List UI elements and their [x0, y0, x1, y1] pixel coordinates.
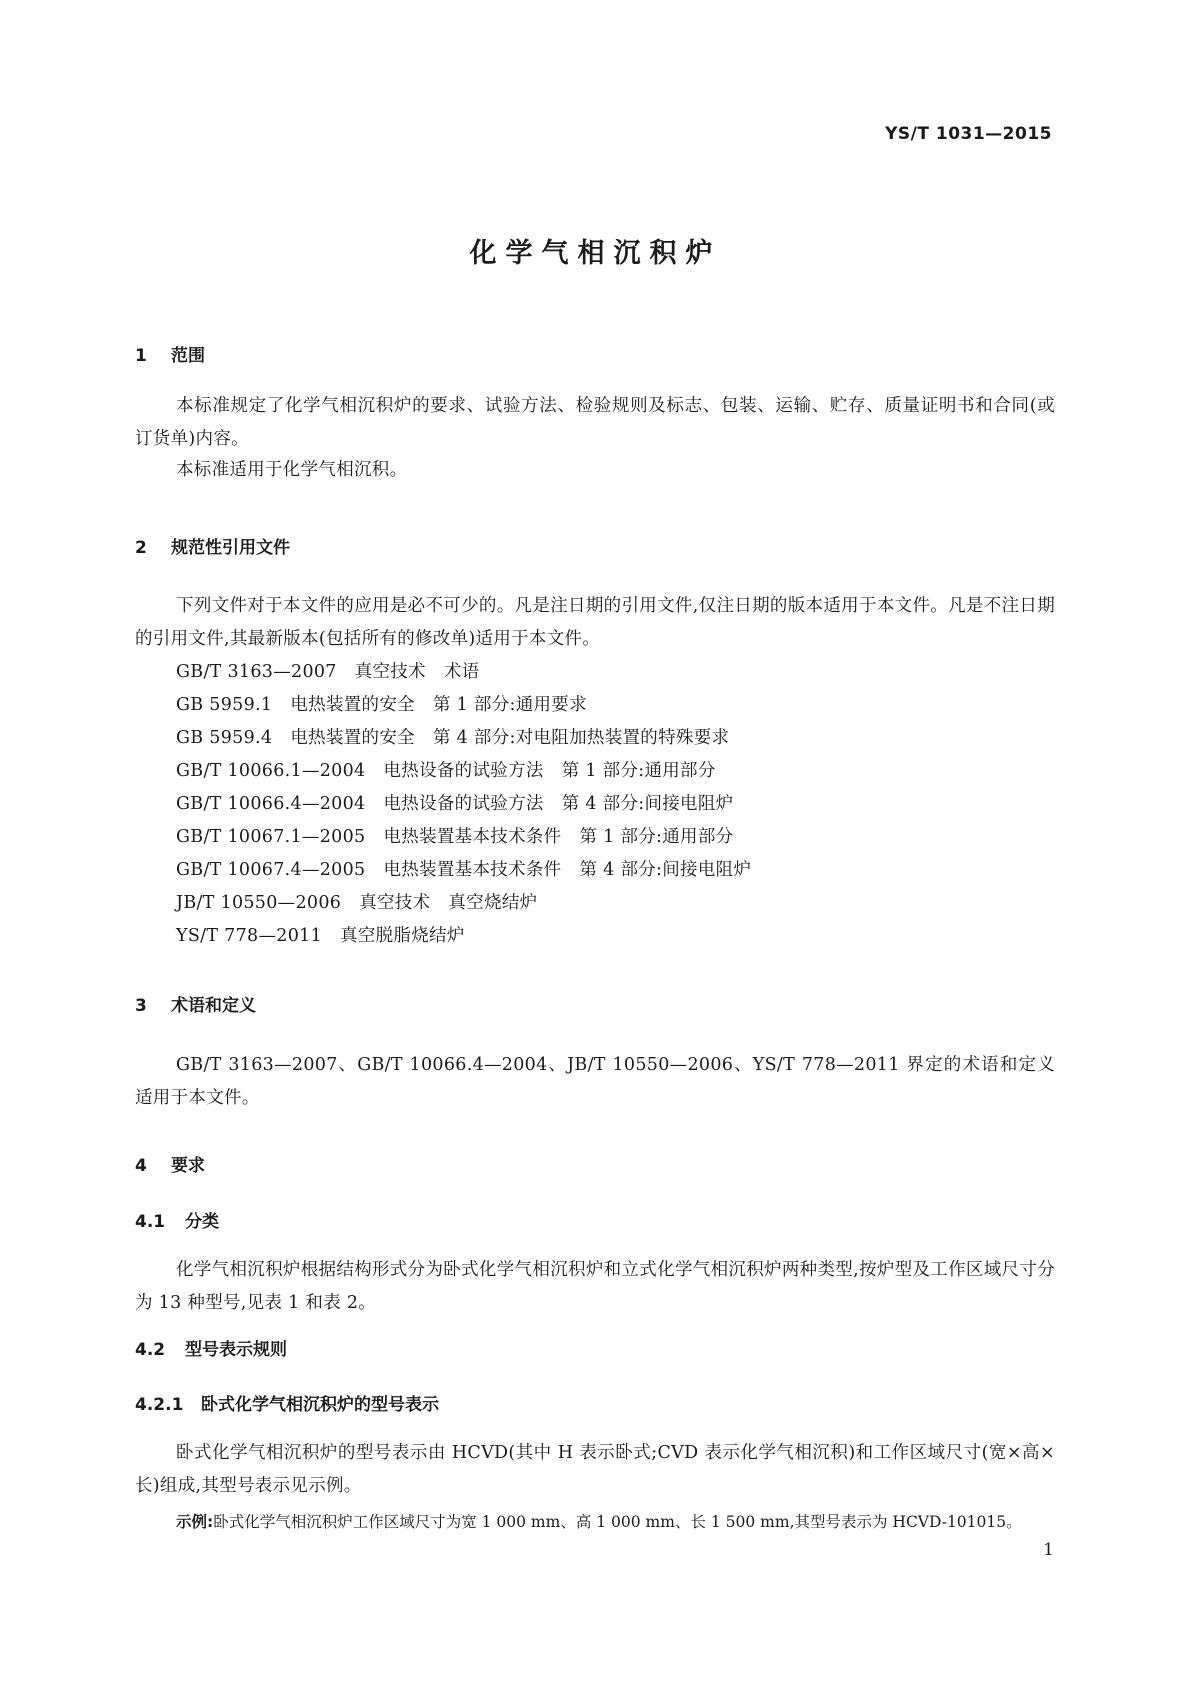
terms-paragraph: GB/T 3163—2007、GB/T 10066.4—2004、JB/T 10550—2006、YS/T 778—2011 界定的术语和定义适用于本文件。	[135, 1055, 1055, 1108]
section-number: 1	[135, 346, 147, 366]
classification-paragraph: 化学气相沉积炉根据结构形式分为卧式化学气相沉积炉和立式化学气相沉积炉两种类型,按炉型及工作区域尺寸分为 13 种型号,见表 1 和表 2。	[135, 1260, 1055, 1313]
example-note	[176, 1510, 1022, 1532]
section-number: 4.2.1	[135, 1395, 184, 1415]
section-title: 术语和定义	[171, 996, 256, 1016]
reference-item: GB/T 10066.1—2004 电热设备的试验方法 第 1 部分:通用部分	[176, 761, 716, 781]
section-title: 型号表示规则	[185, 1340, 287, 1360]
scope-paragraph-1: 本标准规定了化学气相沉积炉的要求、试验方法、检验规则及标志、包装、运输、贮存、质量证明书和合同(或订货单)内容。	[135, 396, 1055, 449]
normative-references-list	[176, 656, 751, 953]
section-title: 规范性引用文件	[171, 538, 290, 558]
scope-paragraph-2: 本标准适用于化学气相沉积。	[176, 460, 408, 480]
reference-item: GB/T 3163—2007 真空技术 术语	[176, 662, 480, 682]
section-number: 3	[135, 996, 147, 1016]
references-intro-paragraph: 下列文件对于本文件的应用是必不可少的。凡是注日期的引用文件,仅注日期的版本适用于本文件。凡是不注日期的引用文件,其最新版本(包括所有的修改单)适用于本文件。	[135, 596, 1055, 649]
section-1-heading	[135, 341, 205, 366]
reference-item: GB/T 10067.4—2005 电热装置基本技术条件 第 4 部分:间接电阻炉	[176, 860, 752, 880]
section-4-1-heading	[135, 1207, 219, 1232]
reference-item: GB 5959.4 电热装置的安全 第 4 部分:对电阻加热装置的特殊要求	[176, 728, 730, 748]
standard-code: YS/T 1031—2015	[885, 124, 1052, 144]
section-2-heading	[135, 533, 290, 558]
section-number: 4	[135, 1156, 147, 1176]
example-label: 示例:	[176, 1513, 214, 1531]
reference-item: YS/T 778—2011 真空脱脂烧结炉	[176, 926, 465, 946]
section-4-2-1-heading	[135, 1390, 439, 1415]
section-title: 卧式化学气相沉积炉的型号表示	[201, 1395, 439, 1415]
section-title: 范围	[171, 346, 205, 366]
section-4-2-heading	[135, 1335, 287, 1360]
section-title: 要求	[171, 1156, 205, 1176]
reference-item: GB/T 10067.1—2005 电热装置基本技术条件 第 1 部分:通用部分	[176, 827, 734, 847]
document-title: 化学气相沉积炉	[469, 238, 722, 269]
section-number: 4.2	[135, 1340, 166, 1360]
reference-item: JB/T 10550—2006 真空技术 真空烧结炉	[176, 893, 538, 913]
page-number: 1	[1043, 1540, 1054, 1560]
section-number: 2	[135, 538, 147, 558]
example-text: 卧式化学气相沉积炉工作区域尺寸为宽 1 000 mm、高 1 000 mm、长 1 500 mm,其型号表示为 HCVD-101015。	[213, 1513, 1022, 1531]
section-title: 分类	[185, 1212, 219, 1232]
section-3-heading	[135, 991, 256, 1016]
section-4-heading	[135, 1151, 205, 1176]
reference-item: GB/T 10066.4—2004 电热设备的试验方法 第 4 部分:间接电阻炉	[176, 794, 734, 814]
reference-item: GB 5959.1 电热装置的安全 第 1 部分:通用要求	[176, 695, 587, 715]
section-number: 4.1	[135, 1212, 166, 1232]
model-designation-paragraph: 卧式化学气相沉积炉的型号表示由 HCVD(其中 H 表示卧式;CVD 表示化学气相沉积)和工作区域尺寸(宽×高×长)组成,其型号表示见示例。	[135, 1443, 1055, 1496]
